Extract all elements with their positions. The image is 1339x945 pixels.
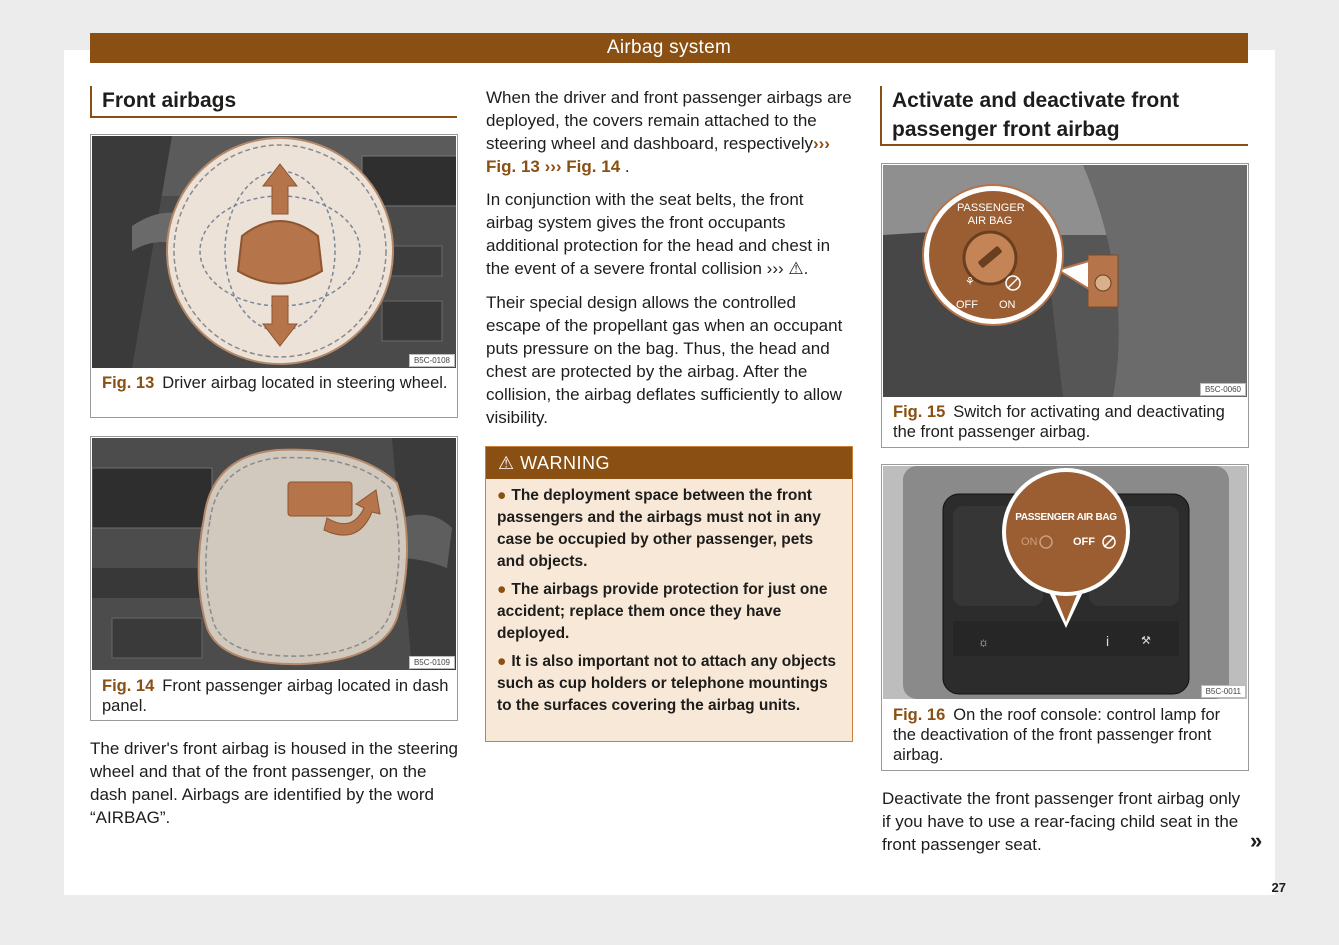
caption-text: Front passenger airbag located in dash panel. bbox=[102, 677, 449, 715]
lamp-on: ON bbox=[1021, 536, 1038, 548]
warning-text: The airbags provide protection for just one accident; replace them once they have deployed. bbox=[497, 581, 828, 642]
warning-text: The deployment space between the front passengers and the airbags must not in any case be occupied by other passenger, pets and objects. bbox=[497, 487, 821, 570]
bullet-icon: ● bbox=[497, 487, 507, 504]
figure-number: Fig. 14 bbox=[102, 677, 155, 695]
figure-number: Fig. 13 bbox=[102, 374, 155, 392]
link-fig-13[interactable]: ››› Fig. 13 bbox=[486, 134, 830, 176]
warning-reference[interactable]: ››› ⚠. bbox=[761, 259, 809, 278]
figure-14 bbox=[90, 436, 458, 721]
design-paragraph: Their special design allows the controlled escape of the propellant gas when an occupant puts pressure on the bag. Thus, the head and chest are protected by the airbag. After the collision, the airbag deflates sufficiently to allow visibility. bbox=[486, 293, 843, 427]
front-airbags-body: The driver's front airbag is housed in the steering wheel and that of the front passenger, on the dash panel. Airbags are identified by the word “AIRBAG”. bbox=[90, 739, 458, 827]
switch-label-off: OFF bbox=[956, 299, 978, 311]
bullet-icon: ● bbox=[497, 653, 507, 670]
warning-title: ⚠ WARNING bbox=[486, 447, 852, 479]
heading-activate-deactivate: Activate and deactivate front passenger front airbag bbox=[880, 86, 1248, 146]
warning-box bbox=[485, 446, 853, 742]
figure-15 bbox=[881, 163, 1249, 448]
switch-label-airbag: AIR BAG bbox=[967, 215, 1013, 227]
figure-code: B5C-0011 bbox=[1201, 685, 1246, 698]
svg-text:i: i bbox=[1106, 633, 1110, 649]
caption-text: Switch for activating and deactivating the front passenger airbag. bbox=[893, 403, 1225, 441]
figure-code: B5C-0060 bbox=[1200, 383, 1246, 396]
caption-text: Driver airbag located in steering wheel. bbox=[162, 374, 448, 392]
figure-number: Fig. 16 bbox=[893, 706, 946, 724]
deactivate-body: Deactivate the front passenger front airbag only if you have to use a rear-facing child seat in the front passenger seat. bbox=[882, 789, 1241, 854]
lamp-off: OFF bbox=[1073, 536, 1095, 548]
driver-airbag-illustration bbox=[92, 136, 456, 368]
deployment-paragraph bbox=[486, 86, 854, 178]
passenger-airbag-illustration bbox=[92, 438, 456, 670]
paragraph-text: When the driver and front passenger airbags are deployed, the covers remain attached to the steering wheel and dashboard, respectively bbox=[486, 88, 852, 153]
figure-code: B5C-0109 bbox=[409, 656, 455, 669]
svg-text:☼: ☼ bbox=[978, 635, 989, 649]
caption-text: On the roof console: control lamp for the deactivation of the front passenger front airbag. bbox=[893, 706, 1221, 764]
warning-text: It is also important not to attach any objects such as cup holders or telephone mountings to the surfaces covering the airbag units. bbox=[497, 653, 837, 714]
figure-caption bbox=[893, 402, 1242, 442]
figure-13 bbox=[90, 134, 458, 418]
driver-airbag-bubble bbox=[167, 138, 393, 364]
figure-caption bbox=[893, 705, 1242, 765]
figure-caption bbox=[102, 373, 451, 393]
warning-item bbox=[497, 579, 842, 645]
section-header: Airbag system bbox=[90, 33, 1248, 63]
bullet-icon: ● bbox=[497, 581, 507, 598]
paragraph-text: In conjunction with the seat belts, the front airbag system gives the front occupants additional protection for the head and chest in the event of a severe frontal collision bbox=[486, 190, 831, 278]
lamp-label: PASSENGER AIR BAG bbox=[1015, 512, 1117, 523]
seatbelt-paragraph bbox=[486, 188, 854, 280]
svg-text:⚘: ⚘ bbox=[965, 276, 975, 288]
warning-item bbox=[497, 651, 842, 717]
airbag-switch-illustration bbox=[883, 165, 1247, 397]
warning-item bbox=[497, 485, 842, 573]
paragraph-end: . bbox=[620, 157, 630, 176]
svg-text:⚒: ⚒ bbox=[1141, 635, 1151, 647]
switch-label-passenger: PASSENGER bbox=[957, 202, 1025, 214]
roof-console-illustration bbox=[883, 466, 1247, 699]
figure-number: Fig. 15 bbox=[893, 403, 946, 421]
link-fig-14[interactable]: ››› Fig. 14 bbox=[544, 157, 621, 176]
heading-front-airbags: Front airbags bbox=[90, 86, 457, 118]
figure-16 bbox=[881, 464, 1249, 771]
continue-icon: » bbox=[1250, 828, 1263, 853]
figure-code: B5C-0108 bbox=[409, 354, 455, 367]
switch-label-on: ON bbox=[999, 299, 1016, 311]
passenger-airbag-bubble bbox=[199, 450, 407, 664]
page-number: 27 bbox=[1271, 880, 1286, 895]
figure-caption bbox=[102, 676, 451, 716]
